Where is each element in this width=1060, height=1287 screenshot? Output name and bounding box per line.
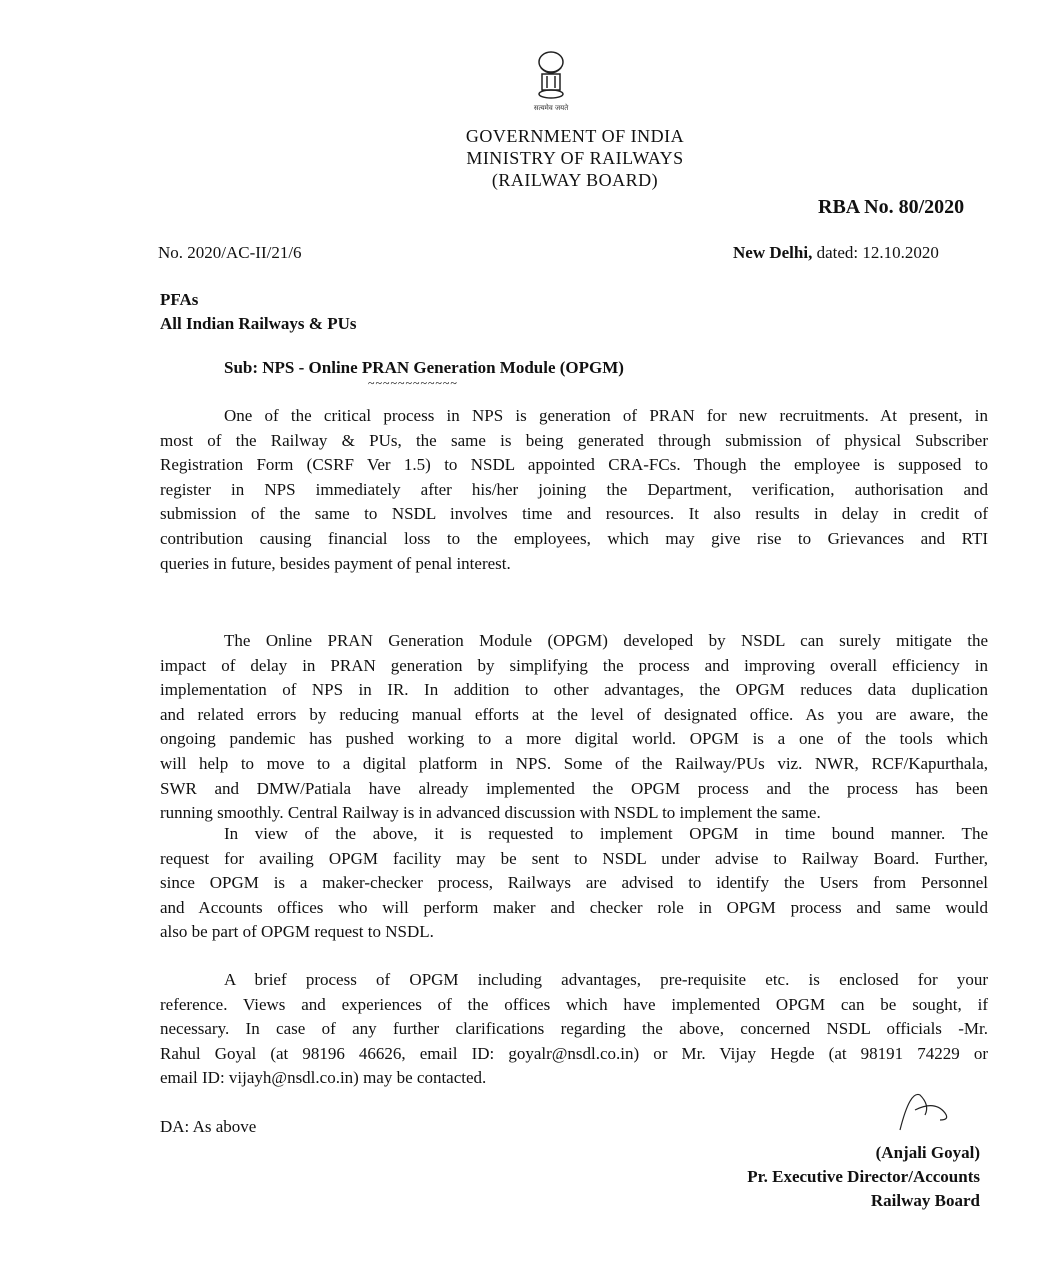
paragraph-line: will help to move to a digital platform in NPS. Some of the Railway/PUs viz. NWR, RCF/Kapurthala, (160, 754, 988, 773)
paragraph-line: contribution causing financial loss to the employees, which may give rise to Grievances and RTI (160, 529, 988, 548)
paragraph-line: In view of the above, it is requested to implement OPGM in time bound manner. The (224, 824, 988, 843)
reference-number: No. 2020/AC-II/21/6 (158, 243, 302, 262)
subject: Sub: NPS - Online PRAN Generation Module (OPGM) (224, 358, 624, 377)
paragraph-line: Registration Form (CSRF Ver 1.5) to NSDL appointed CRA-FCs. Though the employee is supposed to (160, 455, 988, 475)
emblem-caption: सत्यमेव जयते (533, 104, 569, 112)
letterhead-line-3: (RAILWAY BOARD) (491, 170, 659, 190)
national-emblem-icon (527, 48, 575, 114)
date-line (733, 243, 939, 263)
paragraph-line: A brief process of OPGM including advantages, pre-requisite etc. is enclosed for your (224, 970, 988, 989)
paragraph-line: and related errors by reducing manual efforts at the level of designated office. As you are aware, the (160, 704, 988, 724)
paragraph-line: since OPGM is a maker-checker process, Railways are advised to identify the Users from Personnel (160, 873, 988, 893)
addressee-line: All Indian Railways & PUs (160, 314, 357, 333)
addressee (160, 288, 356, 336)
letterhead-line-2: MINISTRY OF RAILWAYS (466, 148, 684, 168)
paragraph-line: request for availing OPGM facility may be sent to NSDL under advise to Railway Board. Further, (160, 848, 988, 868)
paragraph-line: SWR and DMW/Patiala have already implemented the OPGM process and the process has been (160, 778, 988, 798)
paragraph-line: queries in future, besides payment of penal interest. (160, 553, 511, 573)
letterhead (0, 126, 1060, 196)
rba-number: RBA No. 80/2020 (818, 196, 965, 218)
paragraph-line: submission of the same to NSDL involves time and resources. It also results in delay in credit of (160, 504, 988, 524)
paragraph-line: also be part of OPGM request to NSDL. (160, 922, 434, 942)
paragraph-line: The Online PRAN Generation Module (OPGM) developed by NSDL can surely mitigate the (224, 631, 988, 650)
paragraph-line: ongoing pandemic has pushed working to a more digital world. OPGM is a one of the tools which (160, 729, 988, 749)
paragraph-line: reference. Views and experiences of the offices which have implemented OPGM can be sought, if (160, 994, 988, 1014)
signatory-name: (Anjali Goyal) (875, 1143, 980, 1162)
subject-underline: ~~~~~~~~~~~~ (368, 376, 458, 390)
date-label: New Delhi, (733, 243, 813, 262)
signature-block (747, 1141, 980, 1213)
signatory-designation: Pr. Executive Director/Accounts (747, 1167, 980, 1186)
paragraph-line: running smoothly. Central Railway is in advanced discussion with NSDL to implement the same. (160, 803, 821, 823)
paragraph-line: necessary. In case of any further clarifications regarding the above, concerned NSDL officials -Mr. (160, 1019, 988, 1039)
paragraph-line: most of the Railway & PUs, the same is being generated through submission of physical Subscriber (160, 430, 988, 450)
handwritten-signature (890, 1085, 960, 1135)
paragraph-line: register in NPS immediately after his/her joining the Department, verification, authorisation and (160, 479, 988, 499)
signatory-office: Railway Board (870, 1191, 980, 1210)
paragraph-line: and Accounts offices who will perform maker and checker role in OPGM process and same would (160, 897, 988, 917)
paragraph-line: implementation of NPS in IR. In addition to other advantages, the OPGM reduces data duplication (160, 680, 988, 700)
enclosure-note: DA: As above (160, 1117, 257, 1136)
paragraph-line: One of the critical process in NPS is generation of PRAN for new recruitments. At present, in (224, 406, 988, 425)
paragraph-line: impact of delay in PRAN generation by simplifying the process and improving overall efficiency in (160, 655, 988, 675)
letterhead-line-1: GOVERNMENT OF INDIA (465, 126, 685, 146)
paragraph-line: email ID: vijayh@nsdl.co.in) may be contacted. (160, 1068, 487, 1088)
date-value: dated: 12.10.2020 (816, 243, 939, 262)
addressee-line: PFAs (160, 290, 199, 309)
paragraph-line: Rahul Goyal (at 98196 46626, email ID: goyalr@nsdl.co.in) or Mr. Vijay Hegde (at 98191 74229 or (160, 1043, 988, 1063)
